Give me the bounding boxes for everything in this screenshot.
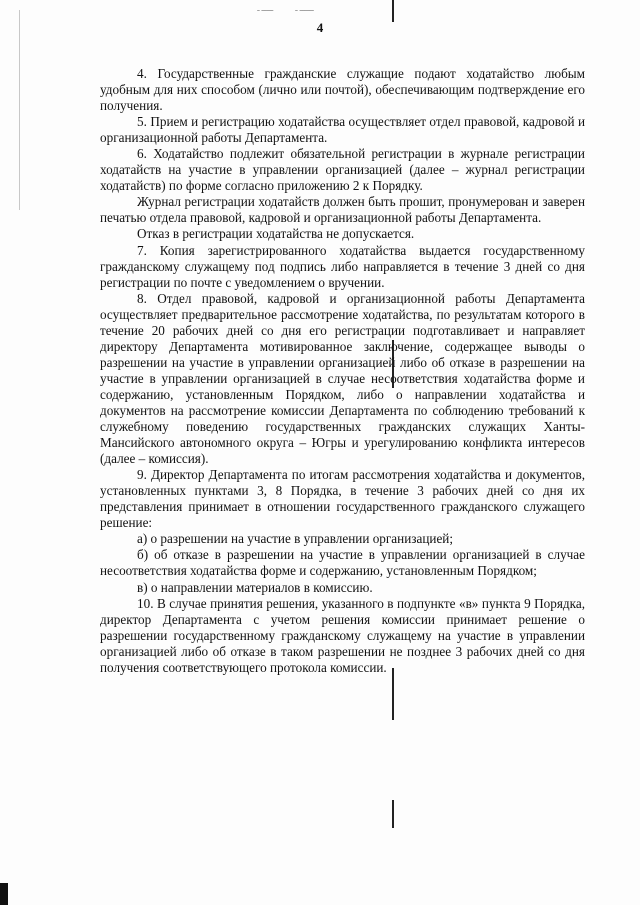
scan-artifact-line [392, 0, 394, 22]
paragraph-subitem-v: в) о направлении материалов в комиссию. [137, 579, 373, 595]
paragraph-item-10: 10. В случае принятия решения, указанного в подпункте «в» пункта 9 Порядка, директор Департамента с учетом решения комиссии принимает решение о разрешении государственному гражданскому служащему на участие в управлении организацией либо об отказе в таком разрешении не позднее 3 рабочих дней со дня получения соответствующего протокола комиссии. [100, 595, 585, 675]
scan-margin-line [19, 10, 20, 210]
paragraph-subitem-b: б) об отказе в разрешении на участие в управлении организацией в случае несоответствия ходатайства форме и содержанию, установленным Порядком; [100, 547, 585, 579]
paragraph-refusal: Отказ в регистрации ходатайства не допускается. [137, 226, 415, 242]
paragraph-item-6: 6. Ходатайство подлежит обязательной регистрации в журнале регистрации ходатайств на участие в управлении организацией (далее – журнал регистрации ходатайств) по форме согласно приложению 2 к Порядку. [100, 146, 585, 194]
page-number: 4 [316, 20, 324, 35]
paragraph-item-5: 5. Прием и регистрацию ходатайства осуществляет отдел правовой, кадровой и организационной работы Департамента. [100, 114, 585, 146]
scan-corner-mark [0, 883, 8, 905]
scan-artifact-line [392, 668, 394, 720]
scan-artifact-marks: ــــــ ــــــ ـ [256, 4, 317, 13]
paragraph-item-8: 8. Отдел правовой, кадровой и организационной работы Департамента осуществляет предварительное рассмотрение ходатайства, по результатам которого в течение 20 рабочих дней со дня его регистрации подготавливает и направляет директору Департамента мотивированное заключение, содержащее выводы о разрешении на участие в управлении организацией либо об отказе в разрешении на участие в управлении организацией в случае несоответствия ходатайства форме и содержанию, установленным Порядком, либо о направлении ходатайства и документов на рассмотрение комиссии Департамента по соблюдению требований к служебному поведению государственных гражданских служащих Ханты-Мансийского автономного округа – Югры и урегулированию конфликта интересов (далее – комиссия). [100, 290, 585, 467]
paragraph-subitem-a: а) о разрешении на участие в управлении организацией; [137, 531, 454, 547]
paragraph-journal: Журнал регистрации ходатайств должен быть прошит, пронумерован и заверен печатью отдела правовой, кадровой и организационной работы Департамента. [100, 194, 585, 226]
scan-artifact-line [392, 800, 394, 828]
paragraph-item-7: 7. Копия зарегистрированного ходатайства выдается государственному гражданскому служащему под подпись либо направляется в течение 3 дней со дня регистрации по почте с уведомлением о вручении. [100, 242, 585, 290]
document-body [100, 66, 585, 676]
paragraph-item-9: 9. Директор Департамента по итогам рассмотрения ходатайства и документов, установленных пунктами 3, 8 Порядка, в течение 3 рабочих дней со дня их представления принимает в отношении государственного гражданского служащего решение: [100, 467, 585, 531]
paragraph-item-4: 4. Государственные гражданские служащие подают ходатайство любым удобным для них способом (лично или почтой), обеспечивающим подтверждение его получения. [100, 66, 585, 114]
